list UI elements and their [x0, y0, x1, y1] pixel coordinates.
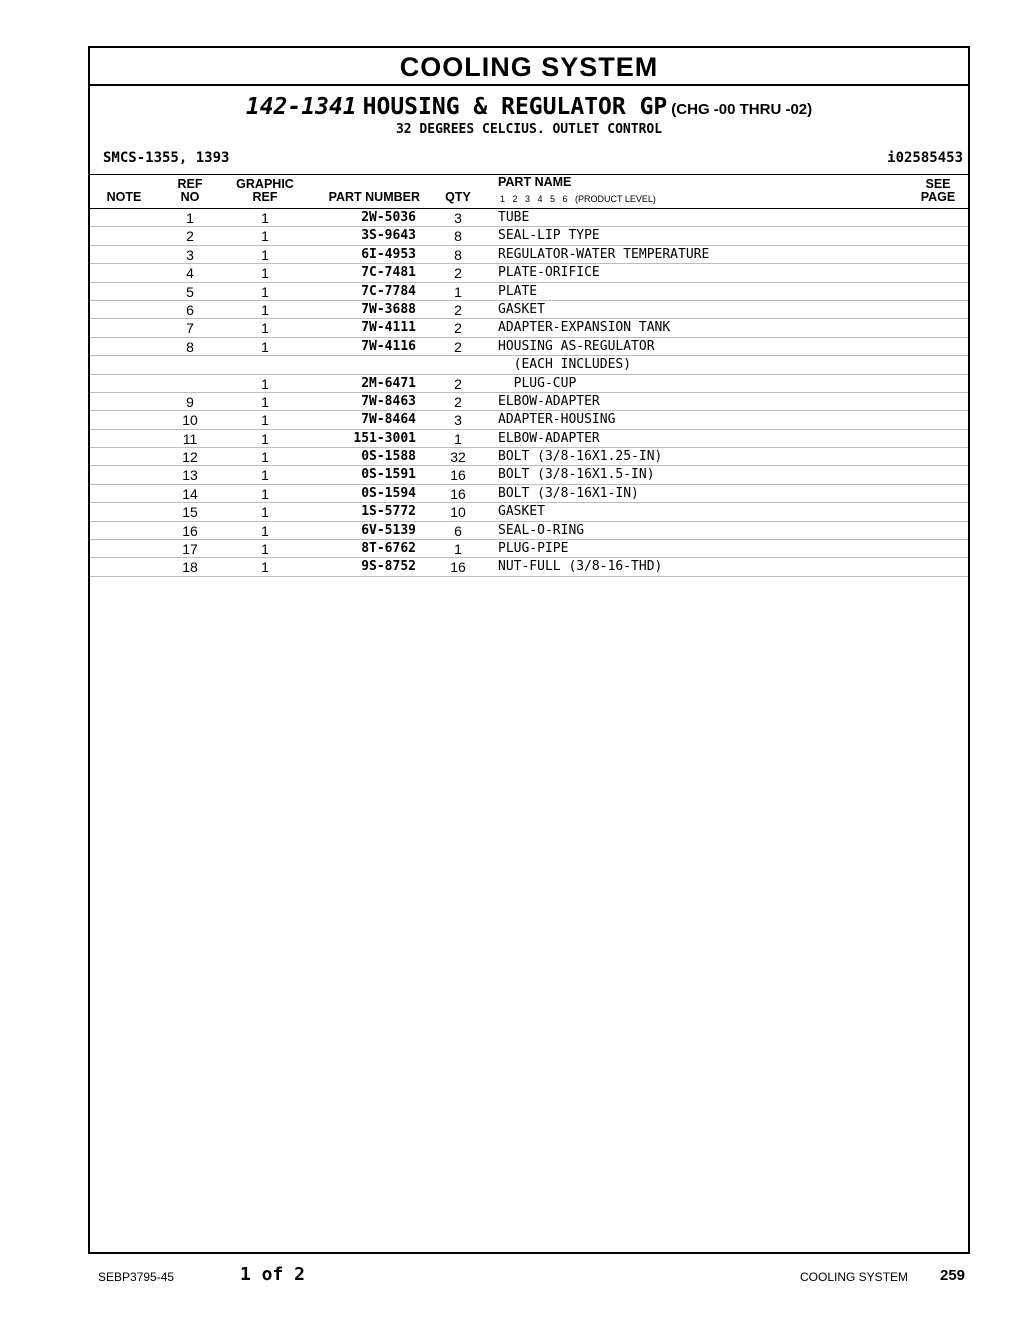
part-name: PLATE — [498, 283, 538, 299]
graphic-ref: 1 — [261, 320, 269, 337]
part-name: GASKET — [498, 301, 545, 317]
header-see-top: SEE — [925, 177, 951, 191]
page-footer — [0, 1262, 1020, 1292]
footer-page-number: 259 — [940, 1267, 966, 1284]
part-name: ADAPTER-EXPANSION TANK — [498, 320, 671, 336]
part-number: 9S-8752 — [361, 559, 416, 575]
part-number: 6I-4953 — [361, 246, 416, 262]
table-row — [90, 393, 968, 411]
part-name: ELBOW-ADAPTER — [498, 430, 600, 446]
header-qty: QTY — [445, 190, 471, 204]
graphic-ref: 1 — [261, 283, 269, 300]
header-graphic-top: GRAPHIC — [236, 177, 294, 191]
part-number: 7W-8464 — [361, 412, 416, 428]
graphic-ref: 1 — [261, 393, 269, 410]
graphic-ref: 1 — [261, 338, 269, 355]
header-note: NOTE — [106, 190, 142, 204]
part-name: BOLT (3/8-16X1.5-IN) — [498, 467, 655, 483]
table-row — [90, 430, 968, 448]
graphic-ref: 1 — [261, 228, 269, 245]
quantity: 8 — [454, 228, 462, 245]
ref-no: 8 — [186, 338, 194, 355]
part-number: 1S-5772 — [361, 504, 416, 520]
header-ref-bottom: NO — [180, 190, 200, 204]
quantity: 3 — [454, 210, 462, 226]
table-row — [90, 246, 968, 264]
part-name: SEAL-O-RING — [498, 522, 585, 538]
section-title: COOLING SYSTEM — [90, 48, 968, 86]
table-row — [90, 356, 968, 374]
table-row — [90, 227, 968, 245]
ref-no: 14 — [182, 485, 198, 502]
footer-page-of: 1 of 2 — [240, 1264, 306, 1285]
table-row — [90, 540, 968, 558]
table-row — [90, 522, 968, 540]
group-subtitle: 32 DEGREES CELCIUS. OUTLET CONTROL — [395, 122, 663, 137]
parts-list — [90, 209, 968, 577]
page-frame — [88, 46, 970, 1254]
ref-no: 15 — [182, 504, 198, 521]
group-title — [90, 92, 968, 122]
quantity: 16 — [450, 467, 466, 484]
part-number: 7W-8463 — [361, 393, 416, 409]
part-number: 0S-1588 — [361, 449, 416, 465]
quantity: 8 — [454, 246, 462, 263]
header-graphic-bottom: REF — [252, 190, 278, 204]
header-see-page — [910, 178, 966, 204]
footer-doc-number: SEBP3795-45 — [98, 1270, 175, 1284]
graphic-ref: 1 — [261, 265, 269, 282]
part-name: PLUG-CUP — [498, 375, 577, 391]
part-number: 151-3001 — [353, 430, 416, 446]
quantity: 2 — [454, 393, 462, 410]
part-name: NUT-FULL (3/8-16-THD) — [498, 559, 663, 575]
header-ref-top: REF — [177, 177, 203, 191]
header-product-levels: 1 2 3 4 5 6 (PRODUCT LEVEL) — [500, 194, 656, 204]
footer-section: COOLING SYSTEM — [800, 1270, 909, 1284]
quantity: 16 — [450, 485, 466, 502]
part-number: 2M-6471 — [361, 375, 416, 391]
ref-no: 5 — [186, 283, 194, 300]
table-row — [90, 338, 968, 356]
part-name: ELBOW-ADAPTER — [498, 393, 600, 409]
ref-no: 1 — [186, 210, 194, 226]
part-name: TUBE — [498, 210, 530, 225]
graphic-ref: 1 — [261, 430, 269, 447]
part-number: 7C-7481 — [361, 265, 416, 281]
table-row — [90, 301, 968, 319]
ref-no: 18 — [182, 559, 198, 576]
header-see-bottom: PAGE — [920, 190, 956, 204]
part-name: PLATE-ORIFICE — [498, 265, 600, 281]
table-row — [90, 448, 968, 466]
quantity: 32 — [450, 449, 466, 466]
ref-no: 16 — [182, 522, 198, 539]
part-number: 7W-4116 — [361, 338, 416, 354]
part-number: 7W-4111 — [361, 320, 416, 336]
smcs-row — [90, 150, 968, 168]
table-row — [90, 411, 968, 429]
ref-no: 6 — [186, 301, 194, 318]
quantity: 6 — [454, 522, 462, 539]
part-name: (EACH INCLUDES) — [498, 357, 632, 373]
graphic-ref: 1 — [261, 412, 269, 429]
part-name: HOUSING AS-REGULATOR — [498, 338, 655, 354]
graphic-ref: 1 — [261, 210, 269, 226]
header-part-name: PART NAME — [498, 175, 572, 189]
graphic-ref: 1 — [261, 375, 269, 392]
part-name: BOLT (3/8-16X1.25-IN) — [498, 449, 663, 465]
ref-no: 2 — [186, 228, 194, 245]
part-number: 7W-3688 — [361, 301, 416, 317]
table-row — [90, 503, 968, 521]
quantity: 2 — [454, 301, 462, 318]
graphic-ref: 1 — [261, 559, 269, 576]
graphic-ref: 1 — [261, 449, 269, 466]
part-number: 3S-9643 — [361, 228, 416, 244]
table-row — [90, 375, 968, 393]
ref-no: 7 — [186, 320, 194, 337]
part-number: 0S-1591 — [361, 467, 416, 483]
quantity: 3 — [454, 412, 462, 429]
graphic-ref: 1 — [261, 485, 269, 502]
graphic-ref: 1 — [261, 467, 269, 484]
table-row — [90, 264, 968, 282]
smcs-codes: SMCS-1355, 1393 — [103, 150, 230, 166]
table-row — [90, 466, 968, 484]
graphic-ref: 1 — [261, 246, 269, 263]
part-name: SEAL-LIP TYPE — [498, 228, 600, 244]
part-name: GASKET — [498, 504, 545, 520]
quantity: 2 — [454, 265, 462, 282]
part-name: REGULATOR-WATER TEMPERATURE — [498, 246, 710, 262]
table-header — [90, 174, 968, 209]
part-name: BOLT (3/8-16X1-IN) — [498, 485, 639, 501]
graphic-ref: 1 — [261, 504, 269, 521]
table-row — [90, 209, 968, 227]
part-number: 2W-5036 — [361, 210, 416, 225]
part-name: ADAPTER-HOUSING — [498, 412, 616, 428]
table-row — [90, 283, 968, 301]
quantity: 1 — [454, 283, 462, 300]
graphic-ref: 1 — [261, 522, 269, 539]
ref-no: 3 — [186, 246, 194, 263]
quantity: 10 — [450, 504, 466, 521]
ref-no: 12 — [182, 449, 198, 466]
graphic-ref: 1 — [261, 301, 269, 318]
quantity: 1 — [454, 541, 462, 558]
part-number: 8T-6762 — [361, 541, 416, 557]
group-name: HOUSING & REGULATOR GP — [362, 94, 668, 120]
graphic-ref: 1 — [261, 541, 269, 558]
part-number: 0S-1594 — [361, 485, 416, 501]
ref-no: 17 — [182, 541, 198, 558]
quantity: 16 — [450, 559, 466, 576]
header-graphic-ref — [230, 178, 300, 204]
part-number: 7C-7784 — [361, 283, 416, 299]
group-number: 142-1341 — [245, 94, 357, 120]
quantity: 1 — [454, 430, 462, 447]
group-change-range: (CHG -00 THRU -02) — [671, 101, 813, 118]
ref-no: 4 — [186, 265, 194, 282]
header-part-number: PART NUMBER — [328, 190, 420, 204]
table-row — [90, 485, 968, 503]
part-name: PLUG-PIPE — [498, 541, 569, 557]
quantity: 2 — [454, 338, 462, 355]
table-row — [90, 558, 968, 576]
ref-no: 11 — [182, 430, 198, 447]
ref-no: 9 — [186, 393, 194, 410]
ref-no: 13 — [182, 467, 198, 484]
table-row — [90, 319, 968, 337]
quantity: 2 — [454, 375, 462, 392]
header-ref-no — [170, 178, 210, 204]
ref-no: 10 — [182, 412, 198, 429]
quantity: 2 — [454, 320, 462, 337]
illustration-id: i02585453 — [887, 150, 963, 166]
part-number: 6V-5139 — [361, 522, 416, 538]
